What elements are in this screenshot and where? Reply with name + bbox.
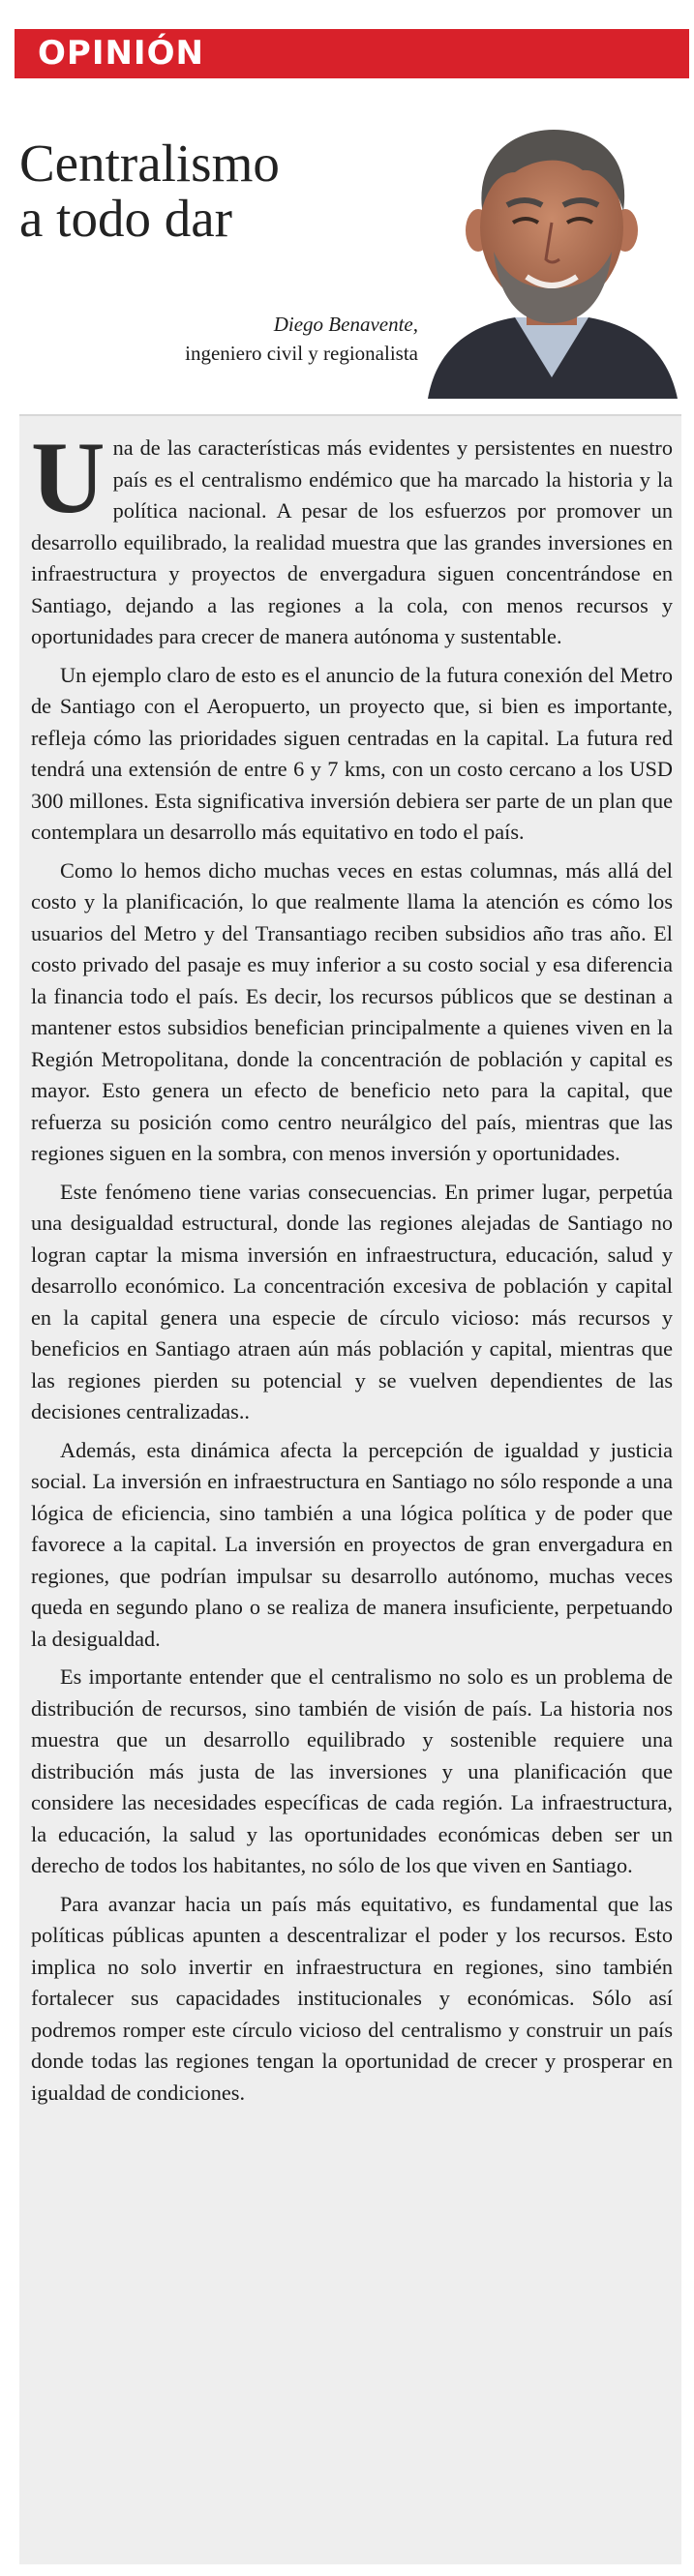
headline-line-1: Centralismo xyxy=(19,134,280,193)
paragraph-4: Este fenómeno tiene varias consecuencias. En primer lugar, perpetúa una desigualdad estructural, donde las regiones alejadas de Santiago no logran captar la misma inversión en infraestructura, educación, salud y desarrollo económico. La concentración excesiva de población y capital en la capital genera una especie de círculo vicioso: más recursos y beneficios en Santiago atraen aún más población y capital, mientras que las regiones pierden su potencial y se vuelven dependientes de las decisiones centralizadas.. xyxy=(31,1179,673,1423)
paragraph-5: Además, esta dinámica afecta la percepción de igualdad y justicia social. La inversión en infraestructura en Santiago no sólo responde a una lógica de eficiencia, sino también a una lógica política y de poder que favorece a la capital. La inversión en proyectos de gran envergadura en regiones, que podrían impulsar su desarrollo autónomo, muchas veces queda en segundo plano o se realiza de manera insuficiente, perpetuando la desigualdad. xyxy=(31,1437,673,1651)
paragraph-1-text: na de las características más evidentes y persistentes en nuestro país es el centralismo endémico que ha marcado la historia y la política nacional. A pesar de los esfuerzos por promover un desarrollo equilibrado, la realidad muestra que las grandes inversiones en infraestructura y proyectos de envergadura siguen concentrándose en Santiago, dejando a las regiones a la cola, con menos recursos y oportunidades para crecer de manera autónoma y sustentable. xyxy=(31,435,673,648)
section-header xyxy=(15,29,689,78)
paragraph-6: Es importante entender que el centralismo no solo es un problema de distribución de recursos, sino también de visión de país. La historia nos muestra que un desarrollo equilibrado y sostenible requiere una distribución más justa de las inversiones y una planificación que considere las necesidades específicas de cada región. La infraestructura, la educación, la salud y las oportunidades económicas deben ser un derecho de todos los habitantes, no sólo de los que viven en Santiago. xyxy=(31,1664,673,1877)
author-byline xyxy=(145,310,418,368)
article-headline xyxy=(19,135,397,246)
headline-line-2: a todo dar xyxy=(19,189,232,248)
author-role: ingeniero civil y regionalista xyxy=(185,342,418,365)
paragraph-1 xyxy=(31,421,673,653)
paragraph-2: Un ejemplo claro de esto es el anuncio de la futura conexión del Metro de Santiago con el Aeropuerto, un proyecto que, si bien es importante, refleja cómo las prioridades siguen centradas en la capital. La futura red tendrá una extensión de entre 6 y 7 kms, con un costo cercano a los USD 300 millones. Esta significativa inversión debiera ser parte de un plan que contemplara un desarrollo más equitativo en todo el país. xyxy=(31,662,673,844)
paragraph-7: Para avanzar hacia un país más equitativo, es fundamental que las políticas públicas apunten a descentralizar el poder y los recursos. Esto implica no solo invertir en infraestructura en regiones, sino también fortalecer sus capacidades institucionales y económicas. Sólo así podremos romper este círculo vicioso del centralismo y construir un país donde todas las regiones tengan la oportunidad de crecer y prosperar en igualdad de condiciones. xyxy=(31,1891,673,2105)
author-photo xyxy=(418,116,685,399)
drop-cap: U xyxy=(31,421,106,534)
article-body xyxy=(31,421,673,2115)
section-label: OPINIÓN xyxy=(38,34,204,73)
paragraph-3: Como lo hemos dicho muchas veces en estas columnas, más allá del costo y la planificación, lo que realmente llama la atención es cómo los usuarios del Metro y del Transantiago reciben subsidios año tras año. El costo privado del pasaje es muy inferior a su costo social y esa diferencia la financia todo el país. Es decir, los recursos públicos que se destinan a mantener estos subsidios benefician principalmente a quienes viven en la Región Metropolitana, donde la concentración de población y capital es mayor. Esto genera un efecto de beneficio neto para la capital, que refuerza su posición como centro neurálgico del país, mientras que las regiones siguen en la sombra, con menos inversión y oportunidades. xyxy=(31,857,673,1165)
author-name: Diego Benavente, xyxy=(273,313,418,336)
